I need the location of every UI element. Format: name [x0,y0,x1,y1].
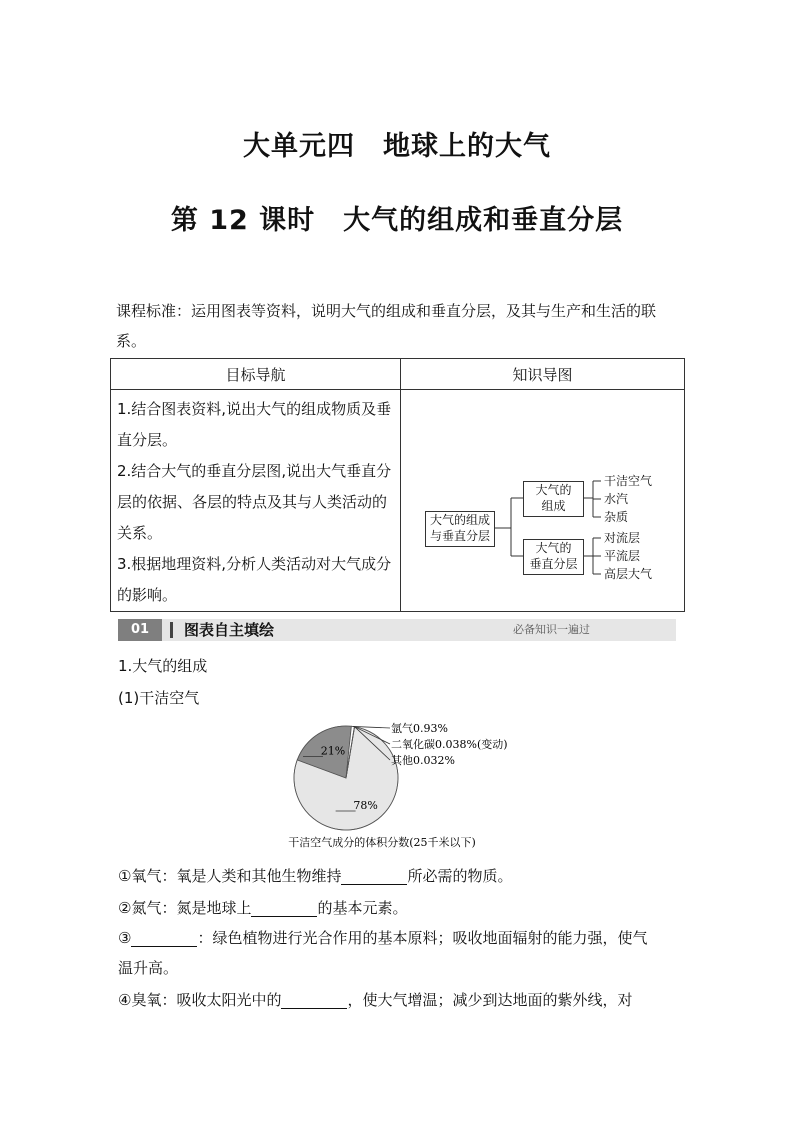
fill-blank[interactable] [341,866,407,885]
item-ozone [118,985,680,1015]
item-text: ：绿色植物进行光合作用的基本原料；吸收地面辐射的能力强，使气 [197,929,648,947]
knowledge-map-cell [401,390,685,612]
fill-blank[interactable] [281,990,347,1009]
map-root-node [425,511,495,547]
table-header-map: 知识导图 [401,359,685,390]
item-text: ②氮气：氮是地球上 [118,899,252,917]
curriculum-standard: 课程标准：运用图表等资料，说明大气的组成和垂直分层，及其与生产和生活的联系。 [116,302,657,350]
banner-divider [170,622,173,638]
map-leaf: 高层大气 [604,567,653,581]
banner-number: 01 [118,619,162,641]
fill-blank[interactable] [251,898,317,917]
pie-callout-label: 氩气0.93% [391,722,448,735]
item-text: 温升高。 [118,959,179,977]
map-node-line: 组成 [541,499,566,513]
map-leaf: 干洁空气 [604,474,653,488]
item-text: 所必需的物质。 [407,867,513,885]
pie-callout-label: 二氧化碳0.038%(变动) [391,738,508,751]
pie-slice-label: 78% [353,799,378,813]
item-text: ③ [118,929,132,947]
fill-blank[interactable] [131,928,197,947]
subsection-heading: (1)干洁空气 [118,689,200,707]
item-text: 的基本元素。 [317,899,408,917]
item-nitrogen [118,893,680,923]
map-leaf: 杂质 [604,510,629,524]
item-text: ，使大气增温；减少到达地面的紫外线，对 [347,991,633,1009]
lesson-title: 第 12 课时 大气的组成和垂直分层 [170,205,624,236]
goal-item: 1.结合图表资料,说出大气的组成物质及垂直分层。 [117,400,392,449]
section-heading: 1.大气的组成 [118,657,208,675]
banner-subtitle: 必备知识一遍过 [513,623,590,636]
pie-chart [250,714,550,854]
map-leaf: 水汽 [604,492,629,506]
item-oxygen [118,861,680,891]
map-node-line: 垂直分层 [529,557,578,571]
guide-table [110,358,685,612]
map-root-line: 与垂直分层 [429,529,490,543]
map-leaf: 对流层 [604,531,641,545]
goal-item: 3.根据地理资料,分析人类活动对大气成分的影响。 [117,555,392,604]
unit-title: 大单元四 地球上的大气 [243,131,551,162]
item-co2-cont [118,953,680,983]
banner-title: 图表自主填绘 [184,621,275,639]
item-text: ①氧气：氧是人类和其他生物维持 [118,867,342,885]
pie-slice-label: 21% [320,744,346,758]
map-leaf: 平流层 [604,549,641,563]
item-text: ④臭氧：吸收太阳光中的 [118,991,282,1009]
table-header-goals: 目标导航 [111,359,401,390]
pie-callout-label: 其他0.032% [391,754,455,767]
goal-item: 2.结合大气的垂直分层图,说出大气垂直分层的依据、各层的特点及其与人类活动的关系。 [117,462,392,542]
chart-title: 干洁空气成分的体积分数(25千米以下) [288,836,476,849]
map-node-layers [523,539,584,575]
goals-cell [111,390,401,612]
map-node-line: 大气的 [535,483,572,497]
item-co2 [118,923,680,953]
map-root-line: 大气的组成 [429,513,490,527]
map-node-composition [523,481,584,517]
map-node-line: 大气的 [535,541,572,555]
